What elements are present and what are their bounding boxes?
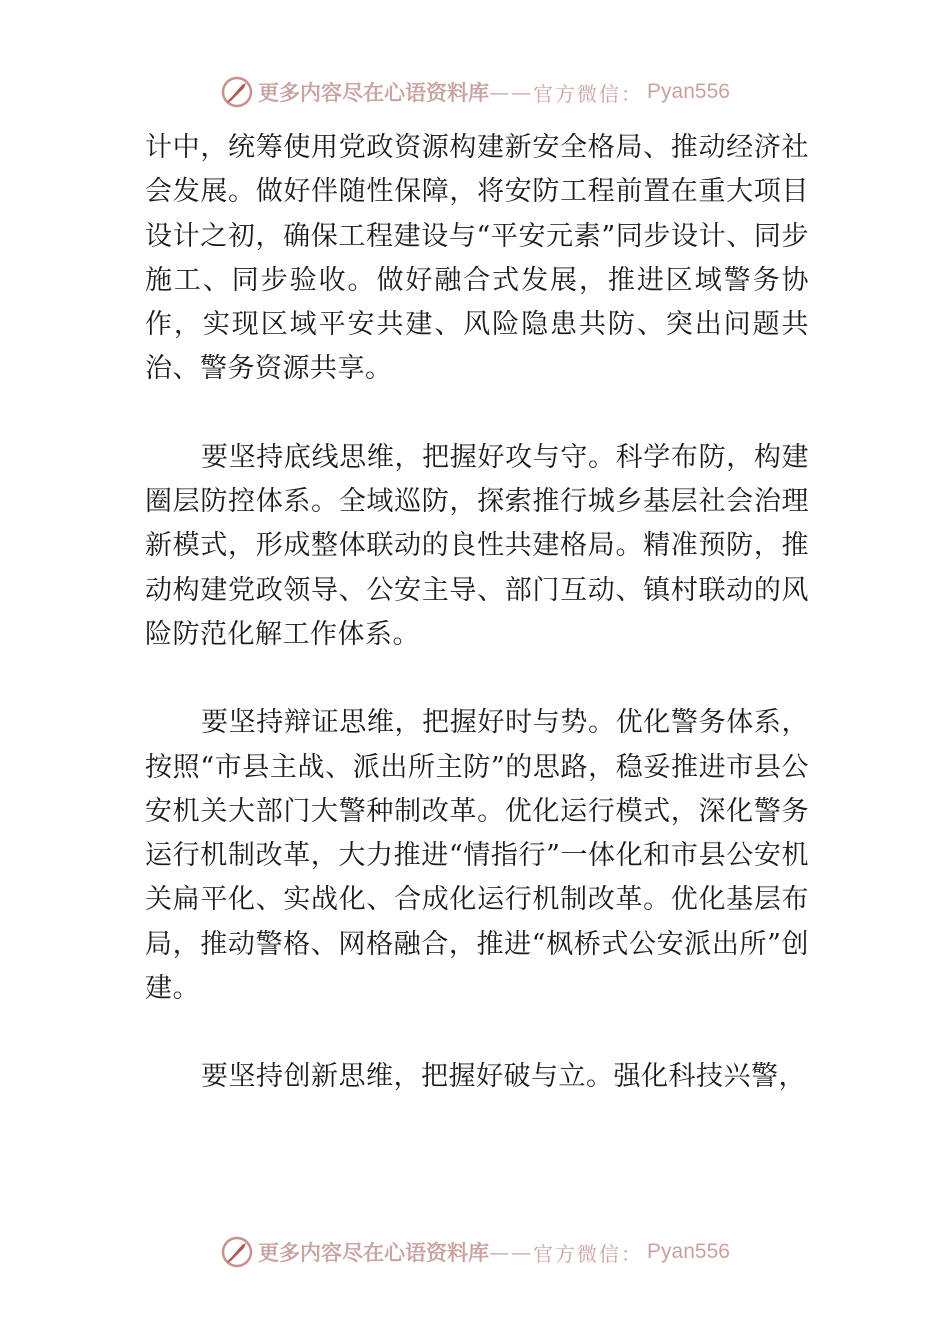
quill-logo-icon — [220, 75, 254, 109]
paragraph-2: 要坚持底线思维，把握好攻与守。科学布防，构建圈层防控体系。全域巡防，探索推行城乡基层社会治理新模式，形成整体联动的良性共建格局。精准预防，推动构建党政领导、公安主导、部门互动、镇村联动的风险防范化解工作体系。 — [145, 441, 809, 650]
footer-banner — [0, 1232, 950, 1272]
paragraph-gap — [145, 1011, 809, 1055]
banner-wechat-label: 官方微信： — [533, 81, 644, 106]
banner-dash: —— — [489, 1240, 534, 1264]
banner-dash: —— — [489, 80, 534, 104]
banner-handle: Pyan556 — [647, 1240, 730, 1263]
header-banner — [0, 72, 950, 112]
paragraph-gap — [145, 657, 809, 701]
paragraph-4: 要坚持创新思维，把握好破与立。强化科技兴警， — [201, 1061, 806, 1093]
banner-handle: Pyan556 — [647, 80, 730, 103]
banner-wechat-label: 官方微信： — [533, 1241, 644, 1266]
paragraph-gap — [145, 392, 809, 436]
paragraph-1: 计中，统筹使用党政资源构建新安全格局、推动经济社会发展。做好伴随性保障，将安防工程前置在重大项目设计之初，确保工程建设与“平安元素”同步设计、同步施工、同步验收。做好融合式发展，推进区域警务协作，实现区域平安共建、风险隐患共防、突出问题共治、警务资源共享。 — [145, 132, 809, 385]
paragraph-3: 要坚持辩证思维，把握好时与势。优化警务体系，按照“市县主战、派出所主防”的思路，稳妥推进市县公安机关大部门大警种制改革。优化运行模式，深化警务运行机制改革，大力推进“情指行”一体化和市县公安机关扁平化、实战化、合成化运行机制改革。优化基层布局，推动警格、网格融合，推进“枫桥式公安派出所”创建。 — [145, 707, 809, 1005]
document-body — [145, 126, 809, 1100]
banner-site-text: 更多内容尽在心语资料库 — [258, 80, 490, 105]
banner-site-text: 更多内容尽在心语资料库 — [258, 1240, 490, 1265]
quill-logo-icon — [220, 1235, 254, 1269]
